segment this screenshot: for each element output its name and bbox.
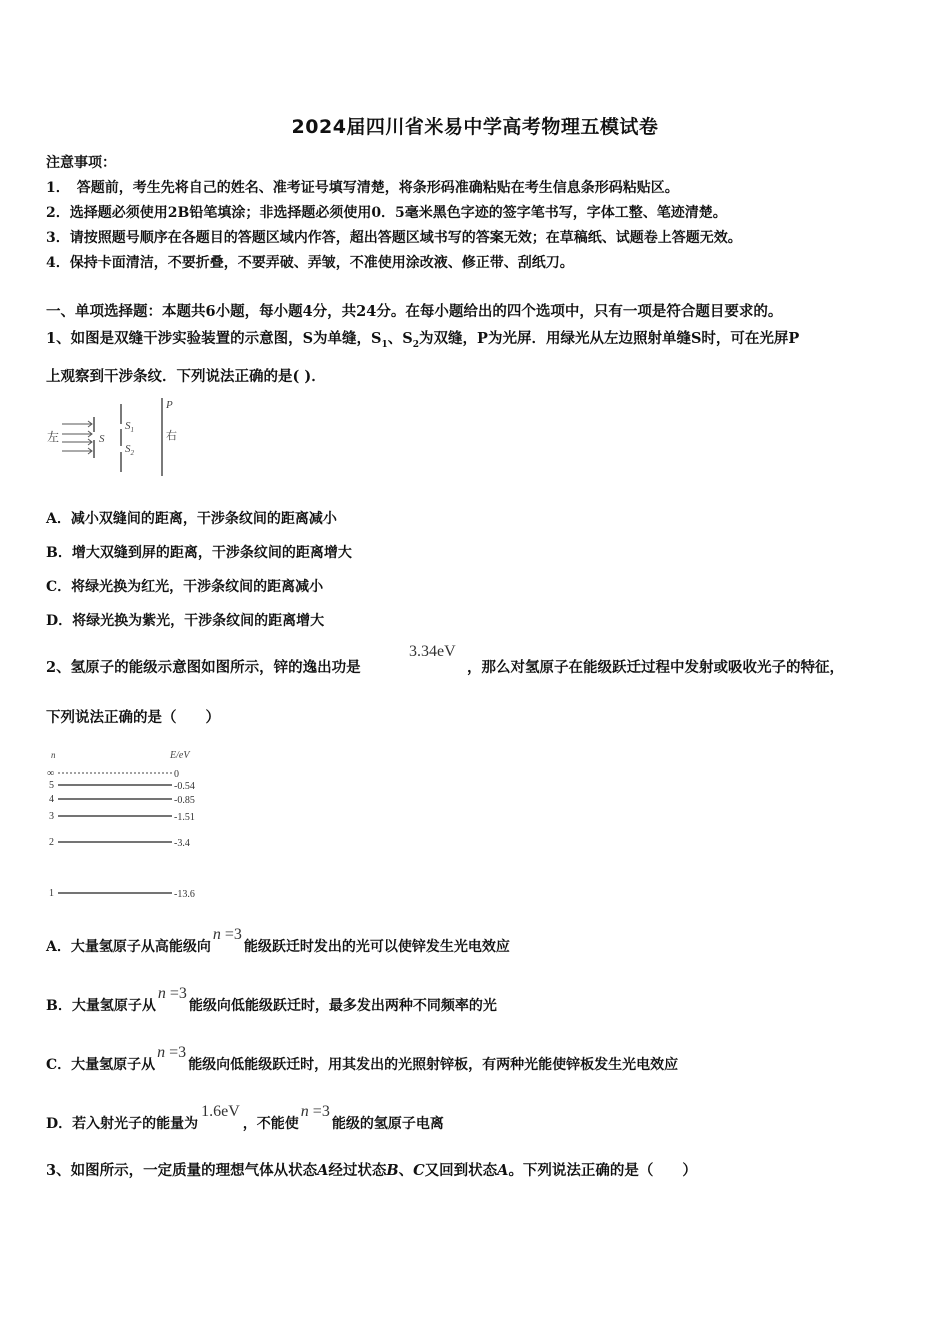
notice-item-3: 3．请按照题号顺序在各题目的答题区域内作答，超出答题区域书写的答案无效；在草稿纸、试题卷上答题无效。: [46, 230, 742, 246]
page-title: 2024届四川省米易中学高考物理五模试卷: [291, 116, 659, 138]
label-s1: $S_1$: [125, 420, 134, 434]
level-n-4: 4: [49, 794, 54, 805]
level-e-inf: 0: [174, 769, 179, 780]
level-e-2: -3.4: [174, 838, 190, 849]
diagram-n-label: n: [51, 750, 56, 760]
level-e-5: -0.54: [174, 781, 195, 792]
level-e-1: -13.6: [174, 889, 195, 900]
level-n-inf: ∞: [47, 768, 55, 779]
figure-right-label: 右: [166, 430, 177, 442]
level-e-3: -1.51: [174, 812, 195, 823]
level-n-5: 5: [49, 780, 54, 791]
q2-stem-line1-a: 2、氢原子的能级示意图如图所示，锌的逸出功是: [46, 659, 361, 676]
double-slit-figure: [44, 394, 194, 480]
q3-stem: 3、如图所示，一定质量的理想气体从状态A经过状态B、C又回到状态A。下列说法正确的是（ ）: [46, 1162, 697, 1179]
label-p: P: [166, 399, 173, 411]
q1-option-c[interactable]: C．将绿光换为红光，干涉条纹间的距离减小: [46, 579, 324, 595]
level-n-1: 1: [49, 888, 54, 899]
level-e-4: -0.85: [174, 795, 195, 806]
notice-item-4: 4．保持卡面清洁，不要折叠，不要弄破、弄皱，不准使用涂改液、修正带、刮纸刀。: [46, 255, 574, 271]
notice-item-1: 1． 答题前，考生先将自己的姓名、准考证号填写清楚，将条形码准确粘贴在考生信息条形码粘贴区。: [46, 180, 679, 196]
q1-option-a[interactable]: A．减小双缝间的距离，干涉条纹间的距离减小: [46, 511, 337, 527]
notice-heading: 注意事项：: [46, 155, 116, 171]
q1-option-b[interactable]: B．增大双缝到屏的距离，干涉条纹间的距离增大: [46, 545, 352, 561]
figure-left-label: 左: [47, 430, 60, 444]
label-s: S: [99, 433, 105, 445]
n-equals-3: n =3: [157, 1044, 187, 1061]
energy-level-diagram: [44, 746, 219, 906]
level-n-3: 3: [49, 811, 54, 822]
q2-stem-line1-b: ，那么对氢原子在能级跃迁过程中发射或吸收光子的特征，: [467, 659, 844, 676]
n-equals-3: n =3: [157, 985, 187, 1002]
label-s2: $S_2$: [125, 443, 134, 457]
q2-stem-line2: 下列说法正确的是（ ）: [46, 709, 220, 726]
q2-option-b[interactable]: B．大量氢原子从n =3能级向低能级跃迁时，最多发出两种不同频率的光: [46, 985, 497, 1014]
q1-stem-line1: 1、如图是双缝干涉实验装置的示意图，S为单缝，$S_1$、$S_2$为双缝，P为光屏．用绿光从左边照射单缝S时，可在光屏P: [46, 330, 800, 350]
level-n-2: 2: [49, 837, 54, 848]
n-equals-3: n =3: [300, 1103, 330, 1120]
q2-work-function: 3.34eV: [409, 643, 456, 660]
notice-item-2: 2．选择题必须使用2B铅笔填涂；非选择题必须使用0．5毫米黑色字迹的签字笔书写，字体工整、笔迹清楚。: [46, 205, 727, 221]
q1-stem-line2: 上观察到干涉条纹．下列说法正确的是( )．: [46, 368, 326, 385]
photon-energy: 1.6eV: [201, 1103, 240, 1120]
q2-option-d[interactable]: D．若入射光子的能量为1.6eV，不能使n =3能级的氢原子电离: [46, 1103, 444, 1132]
q2-option-a[interactable]: A．大量氢原子从高能级向n =3能级跃迁时发出的光可以使锌发生光电效应: [46, 926, 510, 955]
diagram-e-label: E/eV: [170, 750, 190, 761]
q1-option-d[interactable]: D．将绿光换为紫光，干涉条纹间的距离增大: [46, 613, 325, 629]
n-equals-3: n =3: [212, 926, 242, 943]
q2-option-c[interactable]: C．大量氢原子从n =3能级向低能级跃迁时，用其发出的光照射锌板，有两种光能使锌板发生光电效应: [46, 1044, 679, 1073]
section-heading: 一、单项选择题：本题共6小题，每小题4分，共24分。在每小题给出的四个选项中，只有一项是符合题目要求的。: [46, 303, 783, 320]
